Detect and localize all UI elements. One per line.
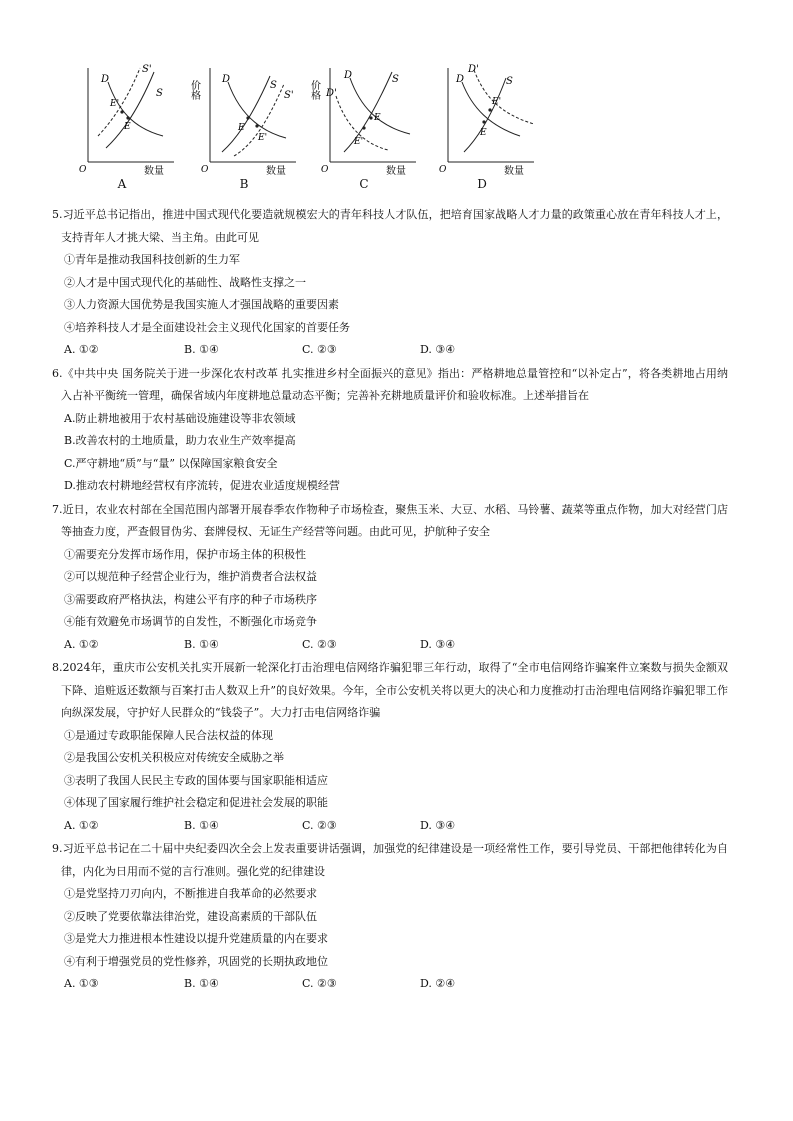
question-7-choice-c[interactable]: C. ②③ bbox=[302, 637, 337, 651]
graph-d-id: D bbox=[477, 177, 487, 191]
question-9-statement-4: ④有利于增强党员的党性修养，巩固党的长期执政地位 bbox=[64, 954, 328, 968]
graph-b-id: B bbox=[239, 177, 249, 191]
question-9-statement-1: ①是党坚持刀刃向内，不断推进自我革命的必然要求 bbox=[64, 887, 317, 900]
graph-a-x-label: 数量 bbox=[144, 166, 164, 177]
question-8-choice-a[interactable]: A. ①② bbox=[64, 818, 99, 832]
question-7 bbox=[52, 499, 728, 657]
graph-b-x-label: 数量 bbox=[266, 166, 286, 177]
question-6-choice-a[interactable]: A.防止耕地被用于农村基础设施建设等非农领域 bbox=[64, 411, 296, 425]
question-7-statement-4: ④能有效避免市场调节的自发性，不断强化市场竞争 bbox=[64, 615, 317, 628]
graph-c-x-label: 数量 bbox=[386, 166, 406, 177]
graph-b-y-label: 价格 bbox=[188, 80, 200, 100]
graph-d-demand-label: D bbox=[456, 74, 465, 85]
graph-a-equilibrium: E bbox=[124, 122, 131, 132]
question-5-choice-c[interactable]: C. ②③ bbox=[302, 343, 337, 356]
question-8-choice-d[interactable]: D. ③④ bbox=[420, 818, 456, 832]
supply-demand-graphs bbox=[78, 60, 538, 195]
graph-c-id: C bbox=[359, 177, 369, 191]
graph-b-demand-label: D bbox=[222, 74, 231, 85]
question-9 bbox=[52, 838, 728, 996]
question-8-choice-c[interactable]: C. ②③ bbox=[302, 818, 337, 832]
question-8-choices bbox=[52, 815, 728, 838]
graph-a-plot bbox=[78, 60, 188, 175]
question-6-choice-c[interactable]: C.严守耕地“质”与“量” 以保障国家粮食安全 bbox=[64, 456, 278, 470]
question-8 bbox=[52, 657, 728, 837]
graph-d-equilibrium: E bbox=[480, 128, 487, 138]
graph-d-demand-shift-label: D' bbox=[468, 64, 479, 75]
graph-a-demand-label: D bbox=[101, 74, 110, 85]
graph-c-demand-shift-label: D' bbox=[326, 88, 337, 99]
question-9-choice-d[interactable]: D. ②④ bbox=[420, 977, 456, 990]
question-8-statement-3: ③表明了我国人民民主专政的国体要与国家职能相适应 bbox=[64, 773, 328, 787]
question-9-choice-c[interactable]: C. ②③ bbox=[302, 977, 337, 990]
graph-b-supply-label: S bbox=[270, 80, 277, 91]
question-5-choice-a[interactable]: A. ①② bbox=[64, 343, 99, 356]
graph-d-x-label: 数量 bbox=[504, 166, 524, 177]
graph-c-supply-label: S bbox=[392, 74, 399, 85]
graph-c-y-label: 价格 bbox=[308, 80, 320, 100]
graph-b-origin: O bbox=[201, 165, 209, 175]
graph-b-new-equilibrium: E' bbox=[258, 133, 268, 143]
graph-b-supply-shift-label: S' bbox=[284, 90, 294, 101]
graph-c-origin: O bbox=[321, 165, 329, 175]
question-5-choices bbox=[52, 339, 728, 362]
graph-c-new-equilibrium: E' bbox=[354, 137, 364, 147]
graph-d-origin: O bbox=[439, 165, 447, 175]
question-7-stem: 7.近日，农业农村部在全国范围内部署开展春季农作物种子市场检查，聚焦玉米、大豆、水稻、马铃薯、蔬菜等重点作物，加大对经营门店等抽查力度，严查假冒伪劣、套牌侵权、无证生产经营等问题。由此可见，护航种子安全 bbox=[52, 502, 728, 538]
graph-d-new-equilibrium: E' bbox=[492, 97, 502, 107]
graph-c-equilibrium: E bbox=[374, 113, 381, 123]
question-8-statement-1: ①是通过专政职能保障人民合法权益的体现 bbox=[64, 728, 273, 742]
question-8-statement-4: ④体现了国家履行维护社会稳定和促进社会发展的职能 bbox=[64, 796, 328, 809]
graph-c-demand-label: D bbox=[344, 70, 353, 81]
graph-d bbox=[438, 60, 548, 195]
question-6-choice-d[interactable]: D.推动农村耕地经营权有序流转，促进农业适度规模经营 bbox=[64, 479, 340, 492]
graph-a-new-equilibrium: E' bbox=[110, 99, 120, 109]
question-7-statement-2: ②可以规范种子经营企业行为，维护消费者合法权益 bbox=[64, 570, 317, 583]
question-9-choice-b[interactable]: B. ①④ bbox=[184, 977, 219, 990]
graph-b-equilibrium: E bbox=[238, 123, 245, 133]
graph-a-origin: O bbox=[79, 165, 87, 175]
question-7-statement-3: ③需要政府严格执法，构建公平有序的种子市场秩序 bbox=[64, 592, 317, 606]
question-8-stem: 8.2024年，重庆市公安机关扎实开展新一轮深化打击治理电信网络诈骗犯罪三年行动，取得了“全市电信网络诈骗案件立案数与损失金额双下降、追赃返还数额与百案打击人数双上升”的良好效果。今年，全市公安机关将以更大的决心和力度推动打击治理电信网络诈骗犯罪工作向纵深发展，守护好人民群众的“钱袋子”。大力打击电信网络诈骗 bbox=[52, 661, 728, 719]
question-5 bbox=[52, 204, 728, 362]
graph-d-supply-label: S bbox=[506, 76, 513, 87]
question-5-statement-3: ③人力资源大国优势是我国实施人才强国战略的重要因素 bbox=[64, 298, 339, 311]
graph-c-plot bbox=[308, 60, 430, 177]
question-7-choices bbox=[52, 634, 728, 657]
graph-a-id: A bbox=[117, 177, 127, 191]
question-6-choice-b[interactable]: B.改善农村的土地质量，助力农业生产效率提高 bbox=[64, 434, 296, 447]
graph-c bbox=[308, 60, 430, 195]
question-7-statement-1: ①需要充分发挥市场作用，保护市场主体的积极性 bbox=[64, 547, 306, 561]
question-7-choice-d[interactable]: D. ③④ bbox=[420, 637, 456, 651]
graph-b bbox=[188, 60, 310, 195]
question-5-choice-b[interactable]: B. ①④ bbox=[184, 343, 219, 356]
question-5-statement-1: ①青年是推动我国科技创新的生力军 bbox=[64, 253, 240, 266]
question-9-stem: 9.习近平总书记在二十届中央纪委四次全会上发表重要讲话强调，加强党的纪律建设是一项经常性工作，要引导党员、干部把他律转化为自律，内化为日用而不觉的言行准则。强化党的纪律建设 bbox=[52, 842, 728, 878]
graph-d-plot bbox=[438, 60, 548, 175]
graph-a-supply-shift-label: S' bbox=[142, 64, 152, 75]
question-9-choice-a[interactable]: A. ①③ bbox=[64, 977, 99, 990]
question-5-choice-d[interactable]: D. ③④ bbox=[420, 343, 456, 356]
question-7-choice-a[interactable]: A. ①② bbox=[64, 637, 99, 651]
question-6-stem: 6.《中共中央 国务院关于进一步深化农村改革 扎实推进乡村全面振兴的意见》指出：严格耕地总量管控和“以补定占”，将各类耕地占用纳入占补平衡统一管理，确保省域内年度耕地总量动态平衡；完善补充耕地质量评价和验收标准。上述举措旨在 bbox=[52, 366, 728, 402]
question-5-stem: 5.习近平总书记指出，推进中国式现代化要造就规模宏大的青年科技人才队伍，把培育国家战略人才力量的政策重心放在青年科技人才上，支持青年人才挑大梁、当主角。由此可见 bbox=[52, 208, 728, 244]
question-9-statement-3: ③是党大力推进根本性建设以提升党建质量的内在要求 bbox=[64, 932, 328, 945]
question-7-choice-b[interactable]: B. ①④ bbox=[184, 637, 219, 651]
graph-a-supply-label: S bbox=[156, 88, 163, 99]
question-9-statement-2: ②反映了党要依靠法律治党，建设高素质的干部队伍 bbox=[64, 909, 317, 923]
question-6 bbox=[52, 363, 728, 498]
question-9-choices bbox=[52, 973, 728, 996]
graph-a bbox=[78, 60, 188, 195]
question-8-statement-2: ②是我国公安机关积极应对传统安全威胁之举 bbox=[64, 751, 284, 764]
question-list bbox=[52, 204, 728, 997]
question-5-statement-4: ④培养科技人才是全面建设社会主义现代化国家的首要任务 bbox=[64, 320, 350, 334]
graph-b-plot bbox=[188, 60, 310, 177]
question-8-choice-b[interactable]: B. ①④ bbox=[184, 818, 219, 832]
question-5-statement-2: ②人才是中国式现代化的基础性、战略性支撑之一 bbox=[64, 275, 306, 289]
